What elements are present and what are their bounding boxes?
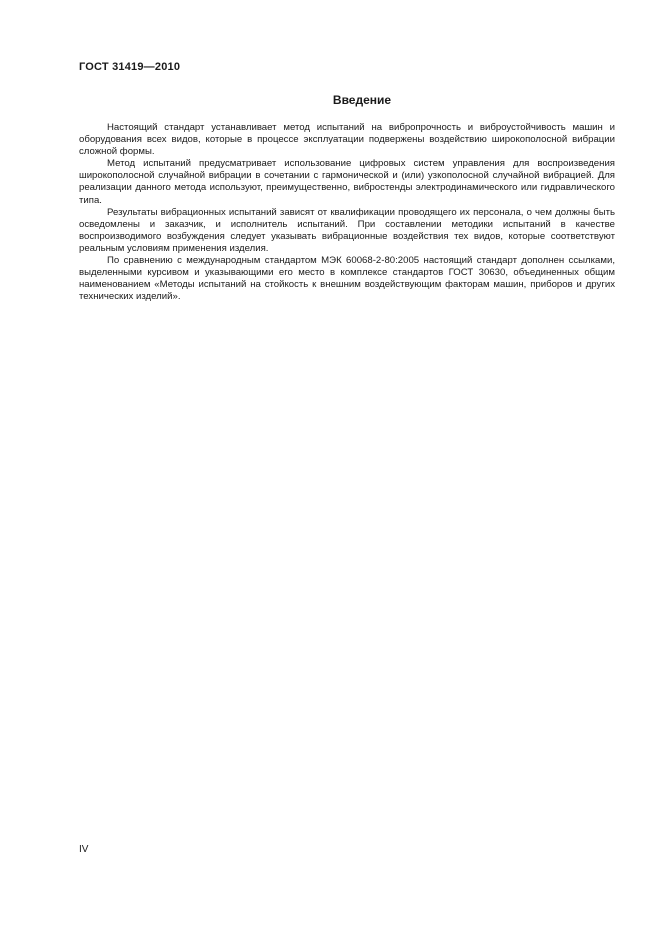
paragraph-comparison: По сравнению с международным стандартом МЭК 60068-2-80:2005 настоящий стандарт дополнен ссылками, выделенными курсивом и указывающими его место в комплексе стандартов ГОСТ 30630, объединенных общим наименованием «Методы испытаний на стойкость к внешним воздействующим факторам машин, приборов и других технических изделий». [79,255,615,303]
section-title: Введение [332,93,392,107]
paragraph-scope: Настоящий стандарт устанавливает метод испытаний на вибропрочность и виброустойчивость машин и оборудования всех видов, которые в процессе эксплуатации подвержены воздействию широкополосной вибрации сложной формы. [79,122,615,158]
document-id-header: ГОСТ 31419—2010 [79,61,181,73]
body-text [79,122,615,303]
paragraph-results: Результаты вибрационных испытаний зависят от квалификации проводящего их персонала, о чем должны быть осведомлены и заказчик, и исполнитель испытаний. При составлении методики испытаний в качестве воспроизводимого возбуждения следует указывать вибрационные воздействия тех видов, которые соответствуют реальным условиям применения изделия. [79,206,615,254]
paragraph-method: Метод испытаний предусматривает использование цифровых систем управления для воспроизведения широкополосной случайной вибрации в сочетании с гармонической и (или) узкополосной случайной вибрацией. Для реализации данного метода используют, преимущественно, вибростенды электродинамического или гидравлического типа. [79,158,615,206]
page-number: IV [79,844,89,855]
